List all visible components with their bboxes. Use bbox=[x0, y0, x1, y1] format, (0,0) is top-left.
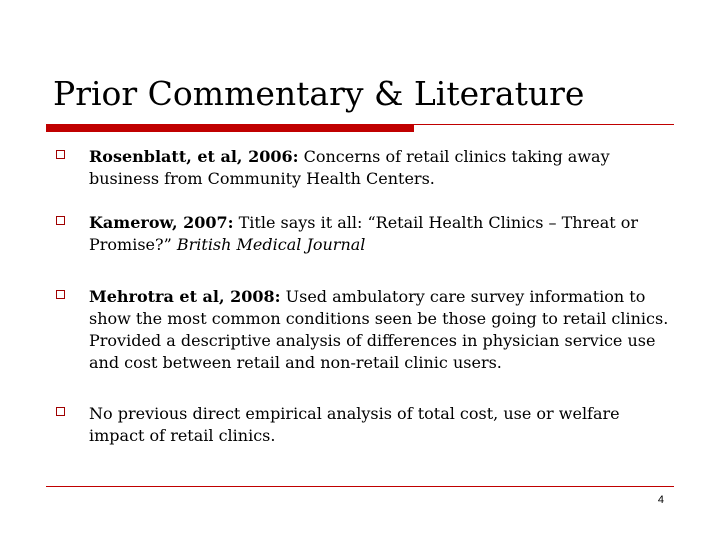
page-number: 4 bbox=[657, 494, 664, 506]
square-bullet-icon bbox=[56, 150, 65, 159]
bullet-text bbox=[89, 403, 679, 447]
bullet-lead: Kamerow, 2007: bbox=[89, 213, 234, 232]
bullet-italic: British Medical Journal bbox=[176, 235, 366, 254]
bullet-body: No previous direct empirical analysis of total cost, use or welfare impact of retail clinics. bbox=[89, 404, 620, 445]
bullet-lead: Rosenblatt, et al, 2006: bbox=[89, 147, 299, 166]
bullet-text bbox=[89, 146, 679, 190]
footer-rule bbox=[46, 486, 674, 487]
slide-title: Prior Commentary & Literature bbox=[53, 74, 585, 113]
bullet-text bbox=[89, 286, 679, 374]
bullet-body: Concerns of retail clinics taking away business from Community Health Centers. bbox=[89, 147, 610, 188]
bullet-text bbox=[89, 212, 679, 256]
square-bullet-icon bbox=[56, 216, 65, 225]
bullet-lead: Mehrotra et al, 2008: bbox=[89, 287, 281, 306]
bullet-body: Used ambulatory care survey information to show the most common conditions seen be those going to retail clinics. Provided a descriptive analysis of differences in physician service use and cost between retail and non-retail clinic users. bbox=[89, 287, 669, 372]
square-bullet-icon bbox=[56, 407, 65, 416]
bullet-body: Title says it all: “Retail Health Clinics – Threat or Promise?” bbox=[89, 213, 639, 254]
square-bullet-icon bbox=[56, 290, 65, 299]
title-rule-thick bbox=[46, 124, 414, 132]
